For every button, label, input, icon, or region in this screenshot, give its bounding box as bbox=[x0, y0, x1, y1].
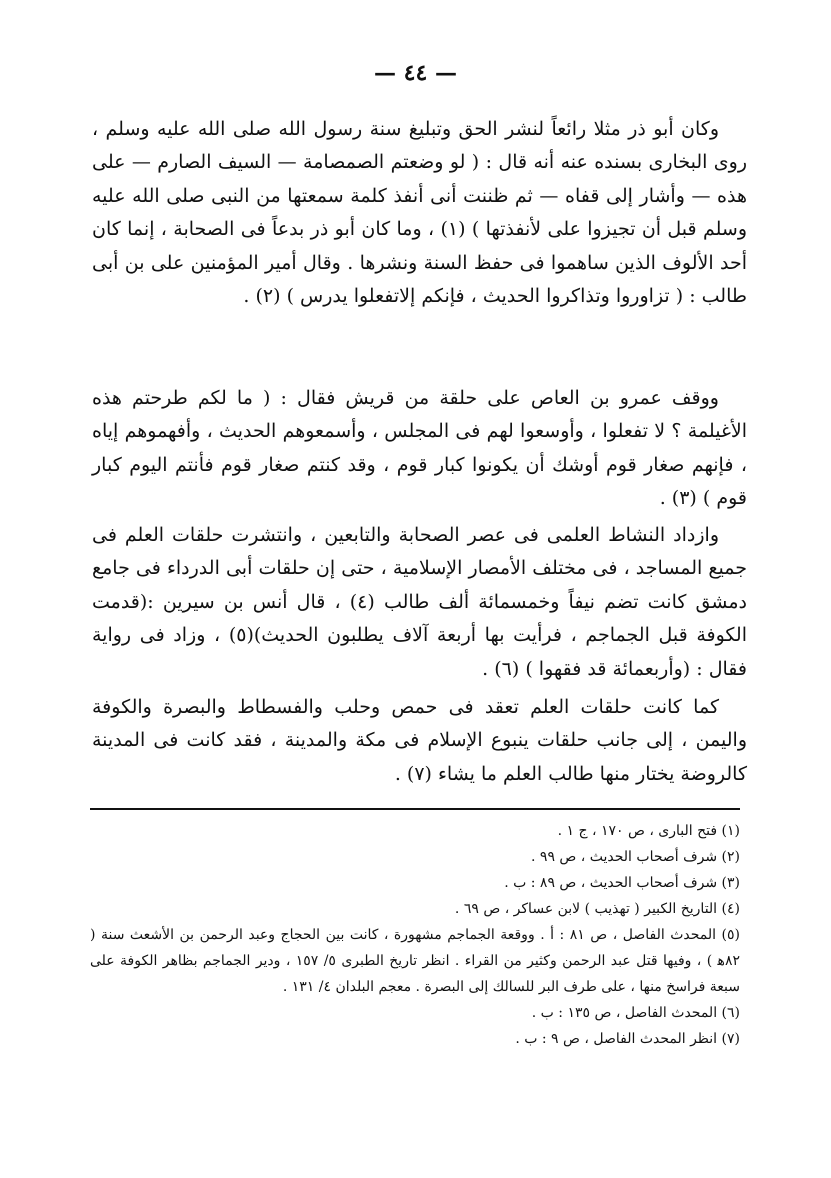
paragraph-study-circles bbox=[92, 691, 747, 791]
footnote-4: (٤) التاريخ الكبير ( تهذيب ) لابن عساكر ، ص ٦٩ . bbox=[454, 901, 740, 917]
paragraph-text: وازداد النشاط العلمى فى عصر الصحابة والتابعين ، وانتشرت حلقات العلم فى جميع المساجد ، فى مختلف الأمصار الإسلامية ، حتى إن حلقات أبى الدرداء فى جامع دمشق كانت تضم نيفاً وخمسمائة ألف طالب (٤) ، قال أنس بن سيرين :(قدمت الكوفة قبل الجماجم ، فرأيت بها أربعة آلاف يطلبون الحديث)(٥) ، وزاد فى رواية فقال : (وأربعمائة قد فقهوا ) (٦) . bbox=[92, 524, 747, 680]
footnote-5: (٥) المحدث الفاصل ، ص ٨١ : أ . ووقعة الجماجم مشهورة ، كانت بين الحجاج وعبد الرحمن بن الأشعث سنة ( ٨٢ﻫ ) ، وفيها قتل عبد الرحمن وكثير من القراء . انظر تاريخ الطبرى ٥/ ١٥٧ ، ودير الجماجم بظاهر الكوفة على سبعة فراسخ منها ، على طرف البر للسالك إلى البصرة . معجم البلدان ٤/ ١٣١ . bbox=[90, 927, 740, 995]
page-number: — ٤٤ — bbox=[374, 60, 457, 86]
footnote-6: (٦) المحدث الفاصل ، ص ١٣٥ : ب . bbox=[531, 1005, 740, 1021]
footnotes bbox=[90, 818, 740, 1052]
paragraph-scholarly-activity bbox=[92, 519, 747, 686]
paragraph-abu-dharr bbox=[92, 113, 747, 313]
paragraph-text: وكان أبو ذر مثلا رائعاً لنشر الحق وتبليغ سنة رسول الله صلى الله عليه وسلم ، روى البخارى بسنده عنه أنه قال : ( لو وضعتم الصمصامة — السيف الصارم — على هذه — وأشار إلى قفاه — ثم ظننت أنى أنفذ كلمة سمعتها من النبى صلى الله عليه وسلم قبل أن تجيزوا على لأنفذتها ) (١) ، وما كان أبو ذر بدعاً فى الصحابة ، إنما كان أحد الألوف الذين ساهموا فى حفظ السنة ونشرها . وقال أمير المؤمنين على بن أبى طالب : ( تزاوروا وتذاكروا الحديث ، فإنكم إلاتفعلوا يدرس ) (٢) . bbox=[92, 118, 747, 308]
footnote-1: (١) فتح البارى ، ص ١٧٠ ، ج ١ . bbox=[557, 823, 740, 839]
footnote-7: (٧) انظر المحدث الفاصل ، ص ٩ : ب . bbox=[515, 1031, 740, 1047]
paragraph-text: ووقف عمرو بن العاص على حلقة من قريش فقال : ( ما لكم طرحتم هذه الأغيلمة ؟ لا تفعلوا ، وأوسعوا لهم فى المجلس ، وأسمعوهم الحديث ، وأفهموهم إياه ، فإنهم صغار قوم أوشك أن يكونوا كبار قوم ، وقد كنتم صغار قوم فأنتم اليوم كبار قوم ) (٣) . bbox=[92, 387, 747, 510]
footnote-divider bbox=[90, 808, 740, 810]
paragraph-amr-ibn-al-as bbox=[92, 382, 747, 516]
paragraph-text: كما كانت حلقات العلم تعقد فى حمص وحلب والفسطاط والبصرة والكوفة واليمن ، إلى جانب حلقات ينبوع الإسلام فى مكة والمدينة ، فقد كانت فى المدينة كالروضة يختار منها طالب العلم ما يشاء (٧) . bbox=[92, 696, 747, 785]
footnote-3: (٣) شرف أصحاب الحديث ، ص ٨٩ : ب . bbox=[504, 875, 740, 891]
footnote-2: (٢) شرف أصحاب الحديث ، ص ٩٩ . bbox=[531, 849, 740, 865]
